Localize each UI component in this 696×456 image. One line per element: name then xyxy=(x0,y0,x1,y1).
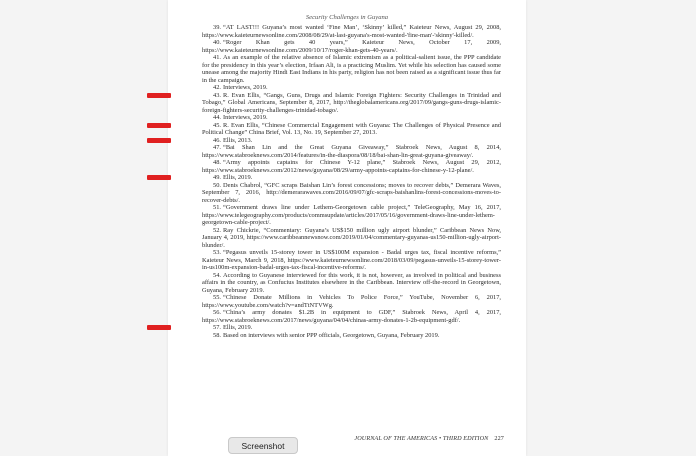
endnote xyxy=(202,332,501,340)
endnote-number: 44. xyxy=(213,114,221,121)
endnote-number: 47. xyxy=(213,144,221,151)
red-highlight-marker xyxy=(147,93,171,98)
endnote xyxy=(202,24,501,39)
endnote xyxy=(202,54,501,84)
endnote-number: 54. xyxy=(213,271,221,279)
page-footer xyxy=(168,435,504,442)
endnote-text: “China’s army donates $1.2B in equipment to GDF,” Stabroek News, April 4, 2017, https://www.stabroeknews.com/2017/news/guyana/04/04/chinas-army-donates-1-2b-equipment-gdf/. xyxy=(202,309,501,324)
endnotes-list xyxy=(202,24,501,339)
endnote xyxy=(202,84,501,92)
endnote xyxy=(202,39,501,54)
endnote-number: 53. xyxy=(213,249,221,256)
endnote-text: Denis Chabrol, “GFC scraps Baishan Lin’s forest concessions; moves to recover debts,” Demerara Waves, September 7, 2016, http://demerarawaves.com/2016/09/07/gfc-scraps-baishanlins-forest-concessions-moves-to-recover-debts/. xyxy=(202,181,501,204)
endnote-number: 48. xyxy=(213,159,221,166)
endnote xyxy=(202,227,501,250)
endnote xyxy=(202,309,501,324)
endnote-number: 51. xyxy=(213,204,221,211)
endnote-text: R. Evan Ellis, “Chinese Commercial Engagement with Guyana: The Challenges of Physical Presence and Political Change” China Brief, Vol. 13, No. 19, September 27, 2013. xyxy=(202,121,501,136)
endnote xyxy=(202,159,501,174)
endnote-number: 40. xyxy=(213,39,221,46)
endnote-text: Ray Chickrie, “Commentary: Guyana’s US$150 million ugly airport blunder,” Caribbean News Now, January 4, 2019, https://www.caribbeannewsnow.com/2019/01/04/commentary-guyanas-us150-million-ugly-airport-blunder/. xyxy=(202,226,501,249)
endnote-text: Based on interviews with senior PPP officials, Georgetown, Guyana, February 2019. xyxy=(223,331,440,339)
endnote xyxy=(202,294,501,309)
red-highlight-marker xyxy=(147,175,171,180)
red-highlight-marker xyxy=(147,138,171,143)
endnote xyxy=(202,204,501,227)
endnote xyxy=(202,249,501,272)
endnote-text: “AT LAST!!! Guyana’s most wanted ‘Fine Man’, ‘Skinny’ killed,” Kaieteur News, August 29, 2008, https://www.kaieteurnewsonline.com/2008/08/29/at-last-guyana's-most-wanted-'fine-man'-'skinny'-killed/. xyxy=(202,24,501,39)
endnote-text: According to Guyanese interviewed for this work, it is not, however, as involved in political and business affairs in the country, as Confucius Institutes elsewhere in the Caribbean. Interview off-the-record in Georgetown, Guyana, February 2019. xyxy=(202,271,501,294)
endnote-number: 45. xyxy=(213,121,221,129)
endnote-text: “Chinese Donate Millions in Vehicles To Police Force,” YouTube, November 6, 2017, https://www.youtube.com/watch?v=andTtNTVWg. xyxy=(202,294,501,309)
endnote-number: 42. xyxy=(213,84,221,91)
endnote xyxy=(202,174,501,182)
endnote-number: 46. xyxy=(213,136,221,144)
red-highlight-marker xyxy=(147,325,171,330)
endnote-text: Ellis, 2019. xyxy=(223,324,253,331)
screenshot-button[interactable]: Screenshot xyxy=(228,437,298,454)
running-header: Security Challenges in Guyana xyxy=(305,14,389,21)
endnote-number: 52. xyxy=(213,226,221,234)
endnote-number: 50. xyxy=(213,181,221,189)
endnote-text: As an example of the relative absence of Islamic extremism as a political-salient issue, the PPP candidate for the presidency in this year’s election, Irfaan Ali, is a practicing Muslim. Yet while his selection has caused some unease among the majority Hindi East Indians in his party, religion has not been raised as a significant issue thus far in the campaign. xyxy=(202,54,501,84)
endnote-text: “Bai Shan Lin and the Great Guyana Giveaway,” Stabroek News, August 8, 2014, https://www.stabroeknews.com/2014/features/in-the-diaspora/08/18/bai-shan-lin-great-guyana-giveaway/. xyxy=(202,144,501,159)
endnote-number: 39. xyxy=(213,24,221,31)
page-number: 227 xyxy=(494,435,504,442)
endnote xyxy=(202,182,501,205)
endnote-number: 41. xyxy=(213,54,221,61)
endnote-number: 49. xyxy=(213,174,221,181)
endnote-number: 58. xyxy=(213,331,221,339)
endnote-number: 57. xyxy=(213,324,221,331)
endnote-text: “Pegasus unveils 15-storey tower in US$100M expansion - Badal urges tax, fiscal incentive reforms,” Kaieteur News, March 9, 2018, https://www.kaieteurnewsonline.com/2018/03/09/pegasus-unveils-15-storey-tower-in-us100m-expansion-badal-urges-tax-fiscal-incentive-reforms/. xyxy=(202,249,501,271)
endnote-text: “Government draws line under Lethem-Georgetown cable project,” TeleGeography, May 16, 2017, https://www.telegeography.com/products/commsupdate/articles/2017/05/16/government-draws-line-under-lethem-georgetown-cable-project/. xyxy=(202,204,501,226)
endnote-number: 56. xyxy=(213,309,221,316)
endnote-text: “Roger Khan gets 40 years,” Kaieteur News, October 17, 2009, https://www.kaieteurnewsonline.com/2009/10/17/roger-khan-gets-40-years/. xyxy=(202,39,501,54)
endnote xyxy=(202,324,501,332)
endnote xyxy=(202,122,501,137)
endnote-text: Interviews, 2019. xyxy=(223,114,268,121)
endnote xyxy=(202,114,501,122)
endnote-text: Ellis, 2019. xyxy=(223,174,253,181)
endnote-text: R. Evan Ellis, “Gangs, Guns, Drugs and Islamic Foreign Fighters: Security Challenges in Trinidad and Tobago,” Global Americans, September 8, 2017, http://theglobalamericans.org/2017/09/gangs-guns-drugs-islamic-foreign-fighters-security-challenges-trinidad-tobago/. xyxy=(202,91,501,114)
footer-journal-title: JOURNAL OF THE AMERICAS • THIRD EDITION xyxy=(354,435,489,442)
endnote-text: Ellis, 2013. xyxy=(223,136,253,144)
endnote-number: 43. xyxy=(213,91,221,99)
endnote xyxy=(202,144,501,159)
endnote-text: Interviews, 2019. xyxy=(223,84,268,91)
document-page xyxy=(168,0,526,456)
endnote xyxy=(202,137,501,145)
endnote-text: “Army appoints captains for Chinese Y-12 plane,” Stabroek News, August 29, 2012, https://www.stabroeknews.com/2012/news/guyana/08/29/army-appoints-captains-for-chinese-y-12-plane/. xyxy=(202,159,501,174)
endnote-number: 55. xyxy=(213,294,221,301)
red-highlight-marker xyxy=(147,123,171,128)
endnote xyxy=(202,92,501,115)
endnote xyxy=(202,272,501,295)
